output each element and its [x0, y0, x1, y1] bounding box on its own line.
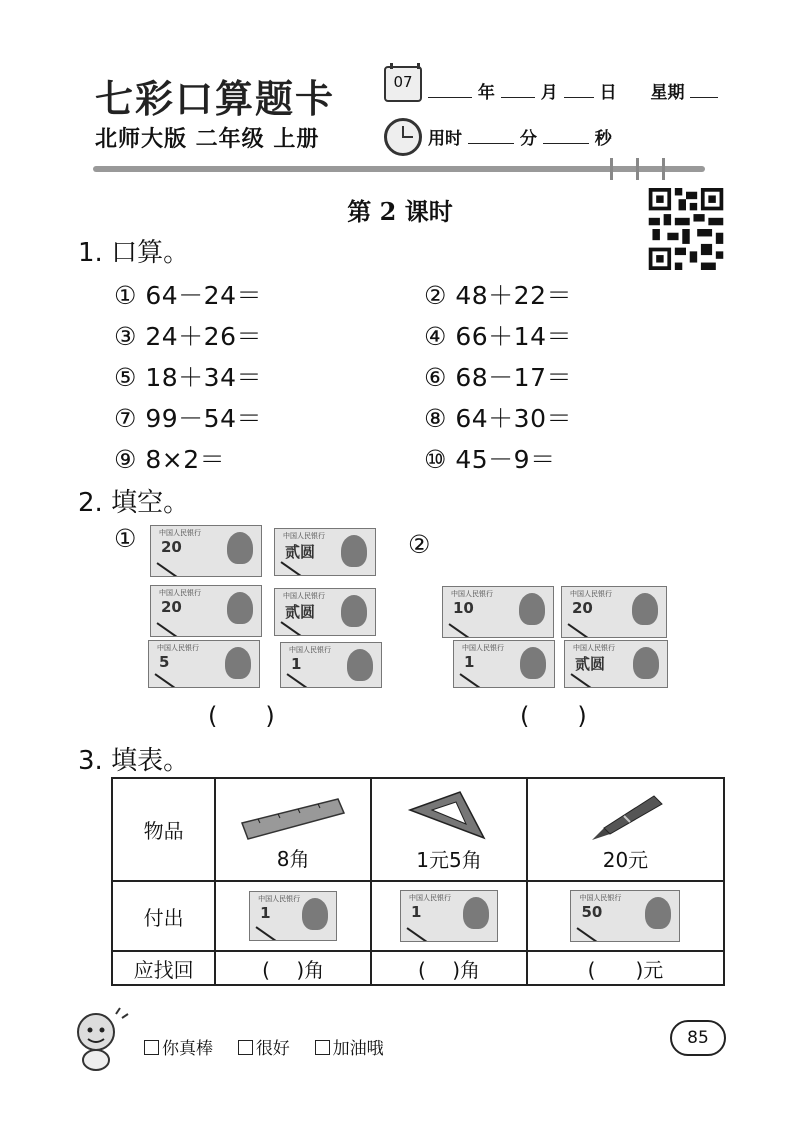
payment-1	[215, 881, 371, 951]
month-blank[interactable]	[501, 83, 535, 98]
problem-4: ④ 66＋14＝	[424, 322, 572, 351]
banknote: 中国人民银行 20	[561, 586, 667, 638]
time-fields	[428, 124, 612, 149]
banknote: 中国人民银行 20	[150, 585, 262, 637]
banknote: 中国人民银行 50	[570, 890, 680, 942]
day-blank[interactable]	[564, 83, 594, 98]
qr-code-icon[interactable]	[648, 188, 724, 270]
banknote: 中国人民银行 贰圆	[274, 588, 376, 636]
problem-8: ⑧ 64＋30＝	[424, 404, 572, 433]
banknote: 中国人民银行 1	[400, 890, 498, 942]
page-number: 85	[670, 1020, 726, 1056]
set-square-icon	[404, 790, 494, 844]
row-label-change: 应找回	[112, 951, 215, 985]
banknote: 中国人民银行 1	[280, 642, 382, 688]
change-3[interactable]: ( )元	[527, 951, 724, 985]
rating-try-harder[interactable]: 加油哦	[315, 1039, 384, 1059]
clock-icon	[384, 118, 422, 156]
price-pen: 20元	[602, 848, 649, 872]
seconds-label: 秒	[594, 129, 612, 149]
problem-10: ⑩ 45－9＝	[424, 445, 556, 474]
item2-marker: ②	[408, 530, 431, 559]
divider-tick	[636, 158, 639, 180]
change-2[interactable]: ( )角	[371, 951, 527, 985]
price-ruler: 8角	[276, 847, 310, 871]
seconds-blank[interactable]	[543, 129, 589, 144]
header-divider	[93, 166, 705, 172]
weekday-blank[interactable]	[690, 83, 718, 98]
checkbox-icon	[315, 1040, 330, 1055]
calendar-day: 07	[393, 73, 413, 91]
ruler-icon	[238, 793, 348, 843]
payment-2	[371, 881, 527, 951]
row-label-items: 物品	[112, 778, 215, 881]
problem-1: ① 64－24＝	[114, 281, 262, 310]
divider-tick	[662, 158, 665, 180]
banknote: 中国人民银行 10	[442, 586, 554, 638]
calendar-icon	[384, 66, 422, 102]
price-set-square: 1元5角	[416, 848, 482, 872]
problem-9: ⑨ 8×2＝	[114, 445, 226, 474]
minutes-label: 分	[519, 129, 537, 149]
weekday-label: 星期	[650, 83, 685, 103]
banknote: 中国人民银行 贰圆	[274, 528, 376, 576]
answer-blank-1[interactable]: ( )	[208, 702, 275, 730]
answer-blank-2[interactable]: ( )	[520, 702, 587, 730]
mascot-icon	[68, 1004, 132, 1074]
rating-great[interactable]: 你真棒	[144, 1039, 213, 1059]
banknote: 中国人民银行 1	[453, 640, 555, 688]
rating-good[interactable]: 很好	[238, 1039, 290, 1059]
month-label: 月	[540, 83, 558, 103]
problem-6: ⑥ 68－17＝	[424, 363, 572, 392]
item-set-square	[371, 778, 527, 881]
day-label: 日	[599, 83, 617, 103]
problem-3: ③ 24＋26＝	[114, 322, 262, 351]
divider-tick	[610, 158, 613, 180]
row-label-paid: 付出	[112, 881, 215, 951]
item-pen	[527, 778, 724, 881]
fountain-pen-icon	[580, 790, 670, 844]
price-table	[111, 777, 725, 986]
problem-5: ⑤ 18＋34＝	[114, 363, 262, 392]
checkbox-icon	[238, 1040, 253, 1055]
checkbox-icon	[144, 1040, 159, 1055]
banknote: 中国人民银行 1	[249, 891, 337, 941]
banknote: 中国人民银行 贰圆	[564, 640, 668, 688]
banknote: 中国人民银行 20	[150, 525, 262, 577]
item-ruler	[215, 778, 371, 881]
banknote: 中国人民银行 5	[148, 640, 260, 688]
time-label: 用时	[428, 129, 462, 149]
problem-7: ⑦ 99－54＝	[114, 404, 262, 433]
section1-title: 1. 口算。	[78, 238, 190, 268]
year-blank[interactable]	[428, 83, 472, 98]
item1-marker: ①	[114, 524, 137, 553]
year-label: 年	[477, 83, 495, 103]
change-1[interactable]: ( )角	[215, 951, 371, 985]
edition-label: 北师大版 二年级 上册	[95, 127, 320, 152]
date-fields	[428, 78, 718, 103]
minutes-blank[interactable]	[468, 129, 514, 144]
section3-title: 3. 填表。	[78, 746, 190, 776]
section2-title: 2. 填空。	[78, 488, 190, 518]
rating-row	[144, 1034, 384, 1059]
payment-3	[527, 881, 724, 951]
problem-2: ② 48＋22＝	[424, 281, 572, 310]
brand-title: 七彩口算题卡	[95, 77, 336, 121]
lesson-title: 第 2 课时	[347, 197, 453, 226]
